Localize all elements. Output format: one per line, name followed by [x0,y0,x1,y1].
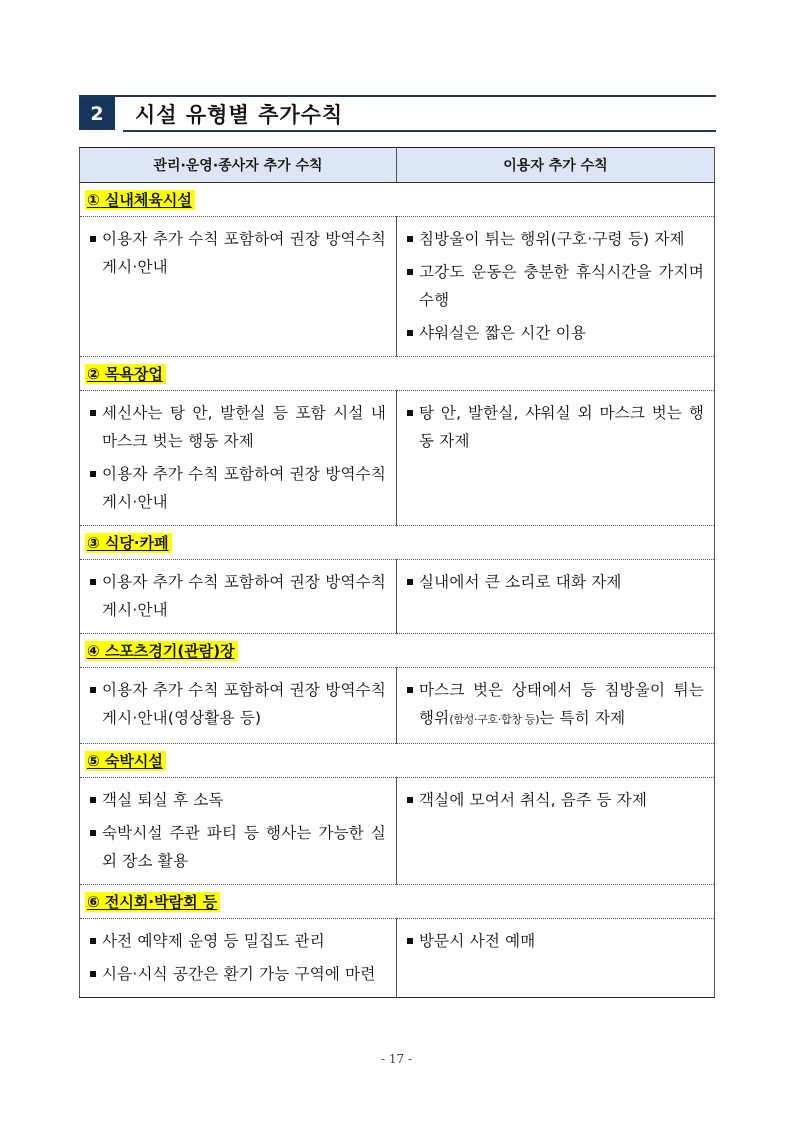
list-item: 이용자 추가 수칙 포함하여 권장 방역수칙 게시·안내(영상활용 등) [89,676,386,732]
header-right: 이용자 추가 수칙 [397,148,715,183]
table-row [80,560,715,634]
list-item: 객실에 모여서 취식, 음주 등 자제 [406,786,704,814]
category-label: ① 실내체육시설 [85,190,195,210]
section-title: 시설 유형별 추가수칙 [135,103,344,127]
section-header [79,95,716,135]
list-item [406,676,704,734]
list-item: 고강도 운동은 충분한 휴식시간을 가지며 수행 [406,258,704,314]
list-item: 탕 안, 발한실, 샤워실 외 마스크 벗는 행동 자제 [406,399,704,455]
rule-text: 마스크 벗은 상태에서 등 침방울이 튀는 행위 [419,681,704,727]
table-row [80,217,715,357]
header-top-rule [79,95,716,97]
category-label: ④ 스포츠경기(관람)장 [85,641,238,661]
list-item: 이용자 추가 수칙 포함하여 권장 방역수칙 게시·안내 [89,225,386,281]
category-row [80,183,715,217]
category-label: ② 목욕장업 [85,364,166,384]
category-label: ⑤ 숙박시설 [85,751,166,771]
category-row [80,526,715,560]
table-row [80,919,715,998]
list-item: 실내에서 큰 소리로 대화 자제 [406,568,704,596]
manager-rules-cell [80,668,397,744]
table-row [80,668,715,744]
list-item: 객실 퇴실 후 소독 [89,786,386,814]
list-item: 숙박시설 주관 파티 등 행사는 가능한 실외 장소 활용 [89,819,386,875]
user-rules-cell [397,778,715,885]
category-label: ③ 식당·카페 [85,533,172,553]
header-left: 관리·운영·종사자 추가 수칙 [80,148,397,183]
list-item: 이용자 추가 수칙 포함하여 권장 방역수칙 게시·안내 [89,460,386,516]
manager-rules-cell [80,391,397,526]
rule-example-note: (함성·구호·합창 등) [449,713,540,726]
manager-rules-cell [80,919,397,998]
user-rules-cell [397,391,715,526]
category-row [80,885,715,919]
header-bottom-rule [123,130,716,132]
list-item: 샤워실은 짧은 시간 이용 [406,319,704,347]
list-item: 침방울이 튀는 행위(구호·구령 등) 자제 [406,225,704,253]
page-number: - 17 - [380,1052,412,1066]
list-item: 세신사는 탕 안, 발한실 등 포함 시설 내 마스크 벗는 행동 자제 [89,399,386,455]
section-number-badge: 2 [79,97,115,130]
category-row [80,744,715,778]
list-item: 시음·시식 공간은 환기 가능 구역에 마련 [89,960,386,988]
user-rules-cell [397,560,715,634]
table-row [80,391,715,526]
list-item: 사전 예약제 운영 등 밀집도 관리 [89,927,386,955]
manager-rules-cell [80,217,397,357]
rule-text-tail: 는 특히 자제 [539,709,626,727]
manager-rules-cell [80,560,397,634]
table-row [80,778,715,885]
manager-rules-cell [80,778,397,885]
category-label: ⑥ 전시회·박람회 등 [85,892,220,912]
list-item: 이용자 추가 수칙 포함하여 권장 방역수칙 게시·안내 [89,568,386,624]
user-rules-cell [397,919,715,998]
category-row [80,357,715,391]
list-item: 방문시 사전 예매 [406,927,704,955]
table-header-row [80,148,715,183]
category-row [80,634,715,668]
rules-table [79,147,715,998]
user-rules-cell [397,668,715,744]
user-rules-cell [397,217,715,357]
